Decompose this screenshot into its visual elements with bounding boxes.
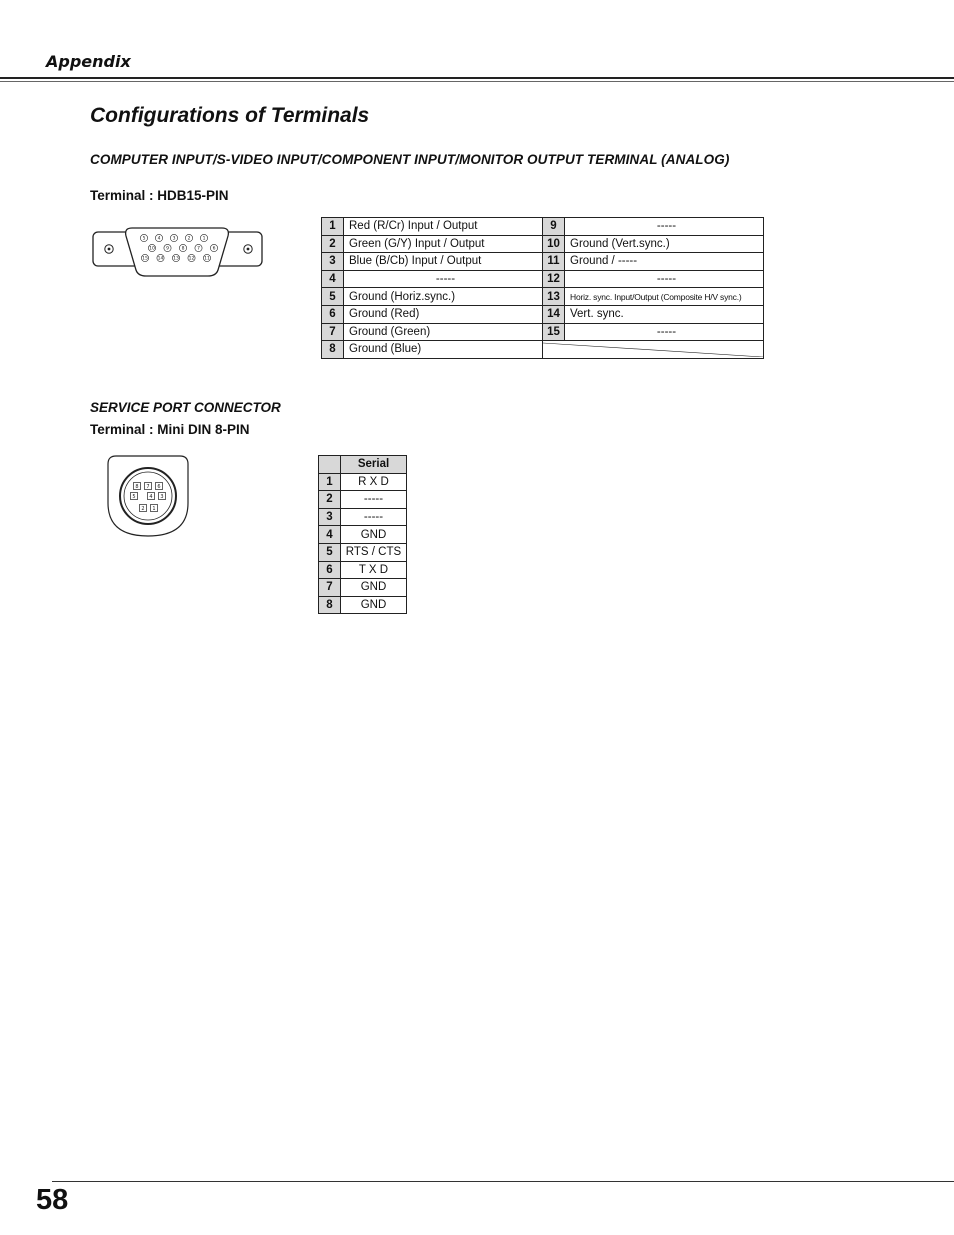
- table-row: [319, 543, 407, 561]
- pin-number: 7: [319, 579, 341, 597]
- serial-signal: GND: [341, 579, 407, 597]
- serial-column-header: Serial: [341, 456, 407, 474]
- svg-text:8: 8: [181, 246, 185, 252]
- table-row: [322, 270, 764, 288]
- table-row: [319, 596, 407, 614]
- serial-signal: T X D: [341, 561, 407, 579]
- table-row: [319, 579, 407, 597]
- table-row: [322, 253, 764, 271]
- serial-signal: RTS / CTS: [341, 543, 407, 561]
- svg-text:4: 4: [149, 493, 153, 500]
- pin-number: 13: [543, 288, 565, 306]
- svg-text:15: 15: [142, 256, 148, 262]
- table-row: [322, 288, 764, 306]
- svg-text:12: 12: [188, 256, 195, 262]
- serial-signal: GND: [341, 596, 407, 614]
- page-number: 58: [36, 1184, 69, 1216]
- empty-diagonal-cell: [543, 341, 764, 359]
- page-title: Configurations of Terminals: [90, 104, 370, 127]
- pin-description: Green (G/Y) Input / Output: [344, 235, 543, 253]
- pin-number: 1: [319, 473, 341, 491]
- pin-number: 10: [543, 235, 565, 253]
- svg-text:3: 3: [172, 236, 176, 242]
- svg-text:10: 10: [149, 246, 155, 252]
- svg-text:6: 6: [157, 483, 161, 490]
- svg-text:2: 2: [187, 236, 191, 242]
- hdb15-pin-table: [321, 217, 764, 359]
- pin-description: Blue (B/Cb) Input / Output: [344, 253, 543, 271]
- pin-number: 9: [543, 218, 565, 236]
- hdb15-connector-icon: [90, 218, 266, 280]
- pin-number: 12: [543, 270, 565, 288]
- table-row: [322, 218, 764, 236]
- svg-text:13: 13: [173, 256, 179, 262]
- serial-signal: R X D: [341, 473, 407, 491]
- table-row: [319, 526, 407, 544]
- serial-pin-table: [318, 455, 407, 614]
- svg-text:1: 1: [202, 236, 206, 242]
- header-rule: [0, 77, 954, 79]
- pin-number: 1: [322, 218, 344, 236]
- svg-text:1: 1: [152, 505, 156, 512]
- pin-number: 5: [322, 288, 344, 306]
- pin-description: -----: [565, 270, 764, 288]
- pin-description: Horiz. sync. Input/Output (Composite H/V sync.): [565, 288, 764, 306]
- service-port-heading: SERVICE PORT CONNECTOR: [90, 400, 281, 415]
- serial-signal: -----: [341, 508, 407, 526]
- pin-number: 6: [319, 561, 341, 579]
- table-row: [322, 305, 764, 323]
- svg-text:2: 2: [141, 505, 145, 512]
- pin-number: 3: [322, 253, 344, 271]
- pin-number: 2: [322, 235, 344, 253]
- pin-number: 7: [322, 323, 344, 341]
- pin-number: 14: [543, 305, 565, 323]
- pin-number: 11: [543, 253, 565, 271]
- table-row: [319, 491, 407, 509]
- pin-description: Ground (Blue): [344, 341, 543, 359]
- pin-number: 3: [319, 508, 341, 526]
- pin-description: Vert. sync.: [565, 305, 764, 323]
- svg-text:14: 14: [157, 256, 164, 262]
- footer-rule: [52, 1181, 954, 1182]
- pin-description: Ground / -----: [565, 253, 764, 271]
- mini-din-terminal-label: Terminal : Mini DIN 8-PIN: [90, 422, 250, 437]
- svg-text:4: 4: [157, 236, 161, 242]
- pin-number: 2: [319, 491, 341, 509]
- header-rule-thin: [0, 81, 954, 82]
- svg-text:7: 7: [146, 483, 150, 490]
- table-row: [319, 561, 407, 579]
- pin-description: Ground (Horiz.sync.): [344, 288, 543, 306]
- table-row: [322, 323, 764, 341]
- serial-header-blank: [319, 456, 341, 474]
- table-row: [322, 341, 764, 359]
- pin-description: Ground (Red): [344, 305, 543, 323]
- svg-text:5: 5: [132, 493, 136, 500]
- pin-number: 4: [322, 270, 344, 288]
- analog-terminal-heading: COMPUTER INPUT/S-VIDEO INPUT/COMPONENT INPUT/MONITOR OUTPUT TERMINAL (ANALOG): [90, 152, 730, 167]
- table-row: [319, 473, 407, 491]
- section-label: Appendix: [46, 52, 131, 71]
- pin-number: 15: [543, 323, 565, 341]
- serial-signal: -----: [341, 491, 407, 509]
- pin-description: -----: [565, 218, 764, 236]
- pin-number: 6: [322, 305, 344, 323]
- svg-text:3: 3: [160, 493, 164, 500]
- svg-text:7: 7: [197, 246, 200, 252]
- pin-number: 8: [319, 596, 341, 614]
- pin-number: 8: [322, 341, 344, 359]
- svg-text:11: 11: [204, 256, 210, 262]
- svg-text:9: 9: [166, 246, 169, 252]
- pin-number: 4: [319, 526, 341, 544]
- table-row: [322, 235, 764, 253]
- svg-text:6: 6: [212, 246, 216, 252]
- pin-description: -----: [565, 323, 764, 341]
- mini-din-connector-icon: [106, 455, 190, 538]
- svg-text:8: 8: [135, 483, 139, 490]
- svg-text:5: 5: [142, 236, 146, 242]
- hdb15-terminal-label: Terminal : HDB15-PIN: [90, 188, 229, 203]
- pin-description: -----: [344, 270, 543, 288]
- serial-signal: GND: [341, 526, 407, 544]
- pin-description: Red (R/Cr) Input / Output: [344, 218, 543, 236]
- pin-number: 5: [319, 543, 341, 561]
- pin-description: Ground (Vert.sync.): [565, 235, 764, 253]
- pin-description: Ground (Green): [344, 323, 543, 341]
- table-row: [319, 508, 407, 526]
